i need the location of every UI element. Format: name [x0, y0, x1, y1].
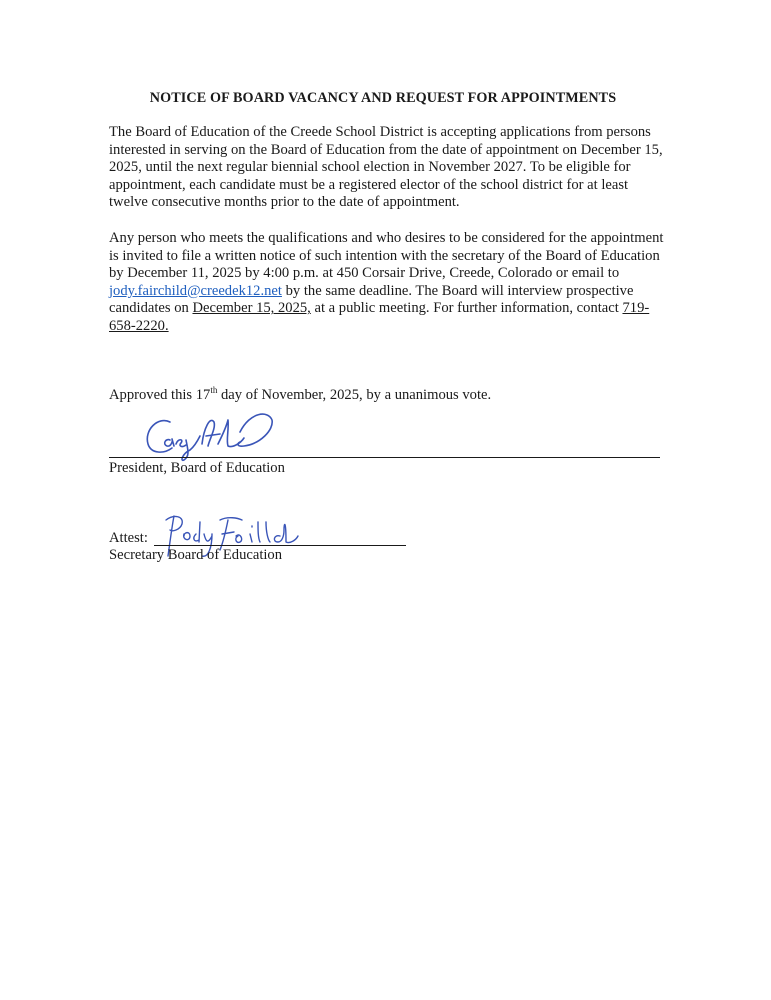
approval-rest: day of November, 2025, by a unanimous vote. [217, 387, 492, 403]
notice-title: NOTICE OF BOARD VACANCY AND REQUEST FOR APPOINTMENTS [149, 90, 617, 106]
phone-number: 719-658-2220. [109, 300, 650, 334]
secretary-label: Secretary Board of Education [109, 547, 283, 563]
president-label: President, Board of Education [109, 460, 285, 476]
secretary-signature-line [154, 545, 406, 546]
paragraph-application-text-1: Any person who meets the qualifications and who desires to be considered for the appointment is invited to file a written notice of such intention with the secretary of the Board of Education by December 11, 2025 by 4:00 p.m. at 450 Corsair Drive, Creede, Colorado or email to [109, 230, 664, 282]
attest-label: Attest: [109, 530, 148, 546]
president-signature [140, 408, 290, 463]
paragraph-application-text-2: by the same deadline. The Board will interview prospective candidates on [109, 282, 634, 317]
paragraph-application [109, 230, 664, 336]
email-link[interactable]: jody.fairchild@creedek12.net [109, 282, 282, 299]
approval-statement [109, 386, 664, 404]
paragraph-eligibility: The Board of Education of the Creede School District is accepting applications from persons interested in serving on the Board of Education from the date of appointment on December 15, 2025, until the next regular biennial school election in November 2027. To be eligible for appointment, each candidate must be a registered elector of the school district for at least twelve consecutive months prior to the date of appointment. [109, 124, 663, 211]
ordinal-suffix: th [210, 385, 218, 396]
interview-date: December 15, 2025, [192, 300, 311, 317]
president-signature-line [109, 457, 660, 458]
approval-prefix: Approved this 17 [109, 387, 211, 403]
paragraph-application-text-3: at a public meeting. For further information, contact [310, 300, 623, 317]
